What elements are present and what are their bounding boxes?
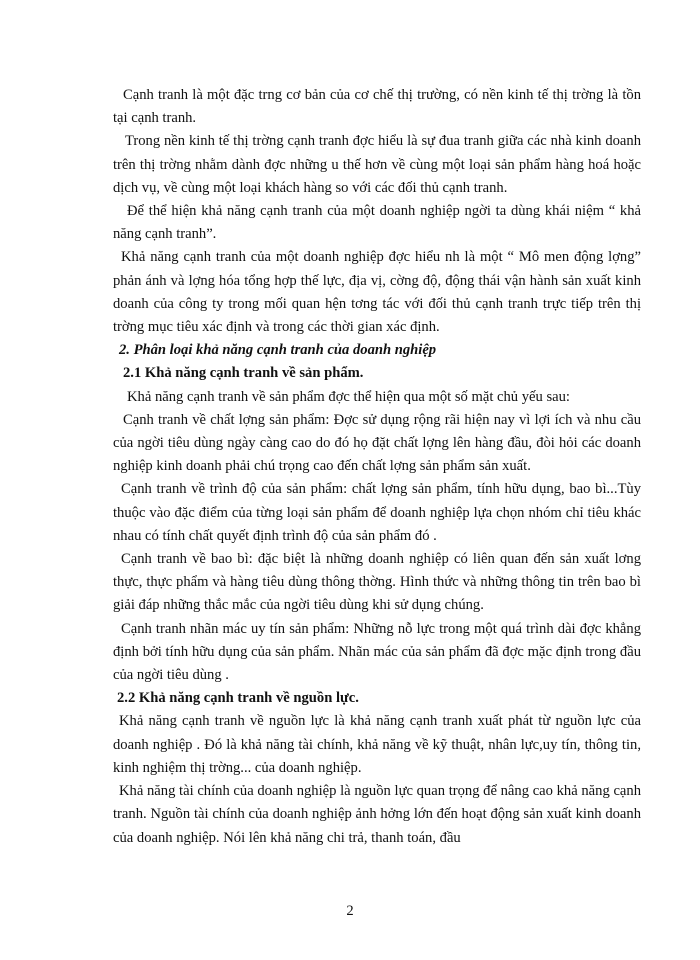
section-heading: 2.1 Khả năng cạnh tranh về sản phẩm. bbox=[123, 365, 364, 382]
body-paragraph: Khả năng cạnh tranh về nguồn lực là khả năng cạnh tranh xuất phát từ nguồn lực của doanh nghiệp . Đó là khả năng tài chính, khả năng về kỹ thuật, nhân lực,uy tín, thông tin, kinh nghiệm thị trờng... của doanh nghiệp. bbox=[113, 713, 641, 776]
body-paragraph: Cạnh tranh về trình độ của sản phẩm: chất lợng sản phẩm, tính hữu dụng, bao bì...Tùy thuộc vào đặc điểm của từng loại sản phẩm để doanh nghiệp lựa chọn nhóm chỉ tiêu khác nhau có tính chất quyết định trình độ của sản phẩm đó . bbox=[113, 481, 641, 544]
section-heading: 2.2 Khả năng cạnh tranh về nguồn lực. bbox=[117, 690, 359, 707]
body-paragraph: Cạnh tranh về bao bì: đặc biệt là những doanh nghiệp có liên quan đến sản xuất lơng thực, thực phẩm và hàng tiêu dùng thông thờng. Hình thức và những thông tin trên bao bì giải đáp những thắc mắc của ngời tiêu dùng khi sử dụng chúng. bbox=[113, 551, 641, 614]
body-paragraph: Khả năng cạnh tranh của một doanh nghiệp đợc hiểu nh là một “ Mô men động lợng” phản ánh và lợng hóa tổng hợp thế lực, địa vị, cờng độ, động thái vận hành sản xuất kinh doanh của công ty trong mối quan hện tơng tác với đối thủ cạnh tranh trực tiếp trên thị trờng mục tiêu xác định và trong các thời gian xác định. bbox=[113, 249, 641, 336]
body-paragraph: Cạnh tranh về chất lợng sản phẩm: Đợc sử dụng rộng rãi hiện nay vì lợi ích và nhu cầu của ngời tiêu dùng ngày càng cao do đó họ đặt chất lợng lên hàng đầu, đòi hỏi các doanh nghiệp kinh doanh phải chú trọng cao đến chất lợng sản phẩm sản xuất. bbox=[113, 411, 641, 475]
body-paragraph: Khả năng cạnh tranh về sản phẩm đợc thể hiện qua một số mặt chủ yếu sau: bbox=[127, 388, 570, 405]
body-paragraph: Khả năng tài chính của doanh nghiệp là nguồn lực quan trọng để nâng cao khả năng cạnh tranh. Nguồn tài chính của doanh nghiệp ảnh hởng lớn đến hoạt động sản xuất kinh doanh của doanh nghiệp. Nói lên khả năng chi trả, thanh toán, đầu bbox=[113, 783, 641, 846]
body-paragraph: Cạnh tranh nhãn mác uy tín sản phẩm: Những nỗ lực trong một quá trình dài đợc khẳng định bởi tính hữu dụng của sản phẩm. Nhãn mác của sản phẩm đã đợc mặc định trong đầu của ngời tiêu dùng . bbox=[113, 620, 641, 684]
section-heading: 2. Phân loại khả năng cạnh tranh của doanh nghiệp bbox=[119, 342, 437, 359]
body-paragraph: Trong nền kinh tế thị trờng cạnh tranh đợc hiểu là sự đua tranh giữa các nhà kinh doanh trên thị trờng nhằm dành đợc những u thế hơn về cùng một loại sản phẩm hàng hoá hoặc dịch vụ, về cùng một loại khách hàng so với các đối thủ cạnh tranh. bbox=[113, 133, 641, 196]
document-body bbox=[113, 84, 641, 850]
body-paragraph: Cạnh tranh là một đặc trng cơ bản của cơ chế thị trường, có nền kinh tế thị trờng là tồn tại cạnh tranh. bbox=[113, 87, 641, 127]
body-paragraph: Để thể hiện khả năng cạnh tranh của một doanh nghiệp ngời ta dùng khái niệm “ khả năng cạnh tranh”. bbox=[113, 203, 641, 243]
page-number: 2 bbox=[346, 903, 354, 919]
